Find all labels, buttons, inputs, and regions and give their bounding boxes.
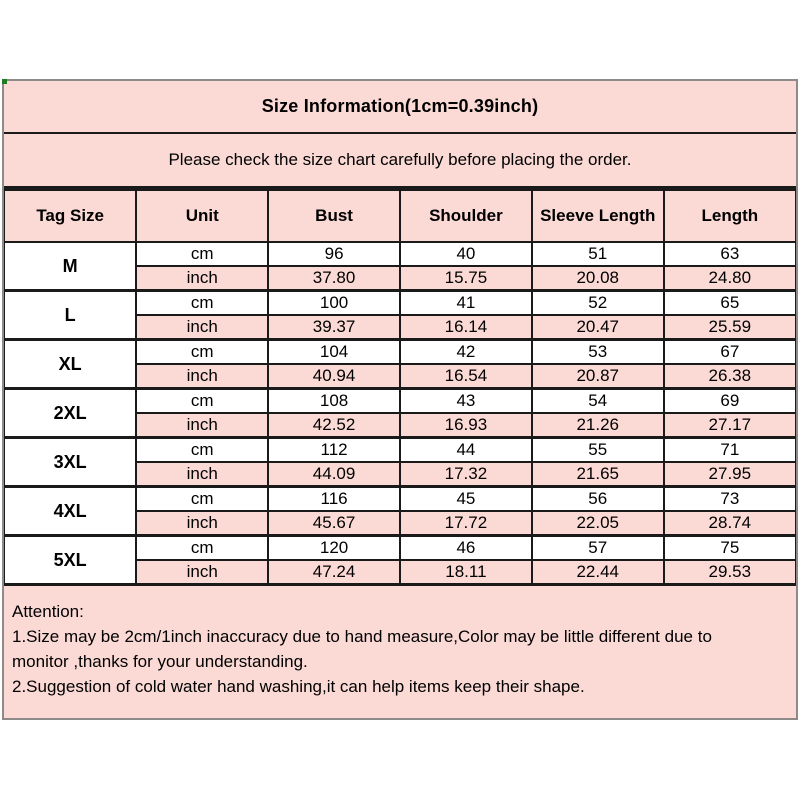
column-header-unit: Unit [136, 190, 268, 242]
unit-cell: cm [136, 389, 268, 414]
measurement-cell: 120 [268, 536, 400, 561]
measurement-cell: 104 [268, 340, 400, 365]
unit-cell: inch [136, 560, 268, 585]
measurement-cell: 40 [400, 242, 532, 266]
measurement-cell: 40.94 [268, 364, 400, 389]
table-header-row [5, 190, 796, 242]
measurement-cell: 67 [664, 340, 796, 365]
measurement-cell: 27.95 [664, 462, 796, 487]
measurement-cell: 20.08 [532, 266, 664, 291]
tag-size-cell: XL [5, 340, 137, 389]
unit-cell: cm [136, 242, 268, 266]
attention-section [4, 586, 796, 699]
size-table [4, 189, 796, 586]
measurement-cell: 73 [664, 487, 796, 512]
measurement-cell: 51 [532, 242, 664, 266]
measurement-cell: 54 [532, 389, 664, 414]
measurement-cell: 21.65 [532, 462, 664, 487]
tag-size-cell: 2XL [5, 389, 137, 438]
measurement-cell: 65 [664, 291, 796, 316]
measurement-cell: 26.38 [664, 364, 796, 389]
measurement-cell: 22.05 [532, 511, 664, 536]
size-info-title: Size Information(1cm=0.39inch) [4, 81, 796, 134]
unit-cell: inch [136, 511, 268, 536]
measurement-cell: 25.59 [664, 315, 796, 340]
measurement-cell: 20.87 [532, 364, 664, 389]
size-row-cm [5, 536, 796, 561]
measurement-cell: 116 [268, 487, 400, 512]
measurement-cell: 37.80 [268, 266, 400, 291]
measurement-cell: 47.24 [268, 560, 400, 585]
column-header-bust: Bust [268, 190, 400, 242]
size-chart-sheet [2, 79, 798, 720]
measurement-cell: 41 [400, 291, 532, 316]
tag-size-cell: 4XL [5, 487, 137, 536]
size-chart-subtitle: Please check the size chart carefully before placing the order. [4, 134, 796, 189]
measurement-cell: 45 [400, 487, 532, 512]
unit-cell: cm [136, 291, 268, 316]
measurement-cell: 24.80 [664, 266, 796, 291]
unit-cell: inch [136, 266, 268, 291]
column-header-shoulder: Shoulder [400, 190, 532, 242]
measurement-cell: 17.32 [400, 462, 532, 487]
size-row-cm [5, 438, 796, 463]
measurement-cell: 16.14 [400, 315, 532, 340]
unit-cell: cm [136, 487, 268, 512]
size-row-cm [5, 291, 796, 316]
measurement-cell: 69 [664, 389, 796, 414]
measurement-cell: 45.67 [268, 511, 400, 536]
measurement-cell: 20.47 [532, 315, 664, 340]
measurement-cell: 75 [664, 536, 796, 561]
measurement-cell: 17.72 [400, 511, 532, 536]
measurement-cell: 44.09 [268, 462, 400, 487]
measurement-cell: 22.44 [532, 560, 664, 585]
measurement-cell: 46 [400, 536, 532, 561]
measurement-cell: 39.37 [268, 315, 400, 340]
measurement-cell: 42 [400, 340, 532, 365]
measurement-cell: 63 [664, 242, 796, 266]
measurement-cell: 21.26 [532, 413, 664, 438]
unit-cell: inch [136, 413, 268, 438]
unit-cell: cm [136, 438, 268, 463]
measurement-cell: 15.75 [400, 266, 532, 291]
size-row-cm [5, 340, 796, 365]
measurement-cell: 43 [400, 389, 532, 414]
measurement-cell: 56 [532, 487, 664, 512]
measurement-cell: 108 [268, 389, 400, 414]
measurement-cell: 100 [268, 291, 400, 316]
measurement-cell: 28.74 [664, 511, 796, 536]
unit-cell: inch [136, 462, 268, 487]
attention-note-1: 1.Size may be 2cm/1inch inaccuracy due to hand measure,Color may be little different due to monitor ,thanks for your understanding. [12, 627, 712, 671]
measurement-cell: 71 [664, 438, 796, 463]
measurement-cell: 55 [532, 438, 664, 463]
column-header-length: Length [664, 190, 796, 242]
size-row-cm [5, 242, 796, 266]
measurement-cell: 27.17 [664, 413, 796, 438]
unit-cell: cm [136, 340, 268, 365]
attention-note-2: 2.Suggestion of cold water hand washing,it can help items keep their shape. [12, 677, 585, 696]
measurement-cell: 16.93 [400, 413, 532, 438]
measurement-cell: 29.53 [664, 560, 796, 585]
size-row-cm [5, 487, 796, 512]
unit-cell: inch [136, 315, 268, 340]
column-header-tag-size: Tag Size [5, 190, 137, 242]
unit-cell: cm [136, 536, 268, 561]
measurement-cell: 16.54 [400, 364, 532, 389]
measurement-cell: 53 [532, 340, 664, 365]
measurement-cell: 112 [268, 438, 400, 463]
tag-size-cell: M [5, 242, 137, 291]
column-header-sleeve-length: Sleeve Length [532, 190, 664, 242]
measurement-cell: 18.11 [400, 560, 532, 585]
tag-size-cell: L [5, 291, 137, 340]
unit-cell: inch [136, 364, 268, 389]
green-corner-artifact [2, 79, 7, 84]
measurement-cell: 42.52 [268, 413, 400, 438]
attention-heading: Attention: [12, 602, 84, 621]
measurement-cell: 52 [532, 291, 664, 316]
measurement-cell: 57 [532, 536, 664, 561]
size-table-body [5, 242, 796, 585]
tag-size-cell: 3XL [5, 438, 137, 487]
tag-size-cell: 5XL [5, 536, 137, 585]
measurement-cell: 44 [400, 438, 532, 463]
measurement-cell: 96 [268, 242, 400, 266]
size-row-cm [5, 389, 796, 414]
